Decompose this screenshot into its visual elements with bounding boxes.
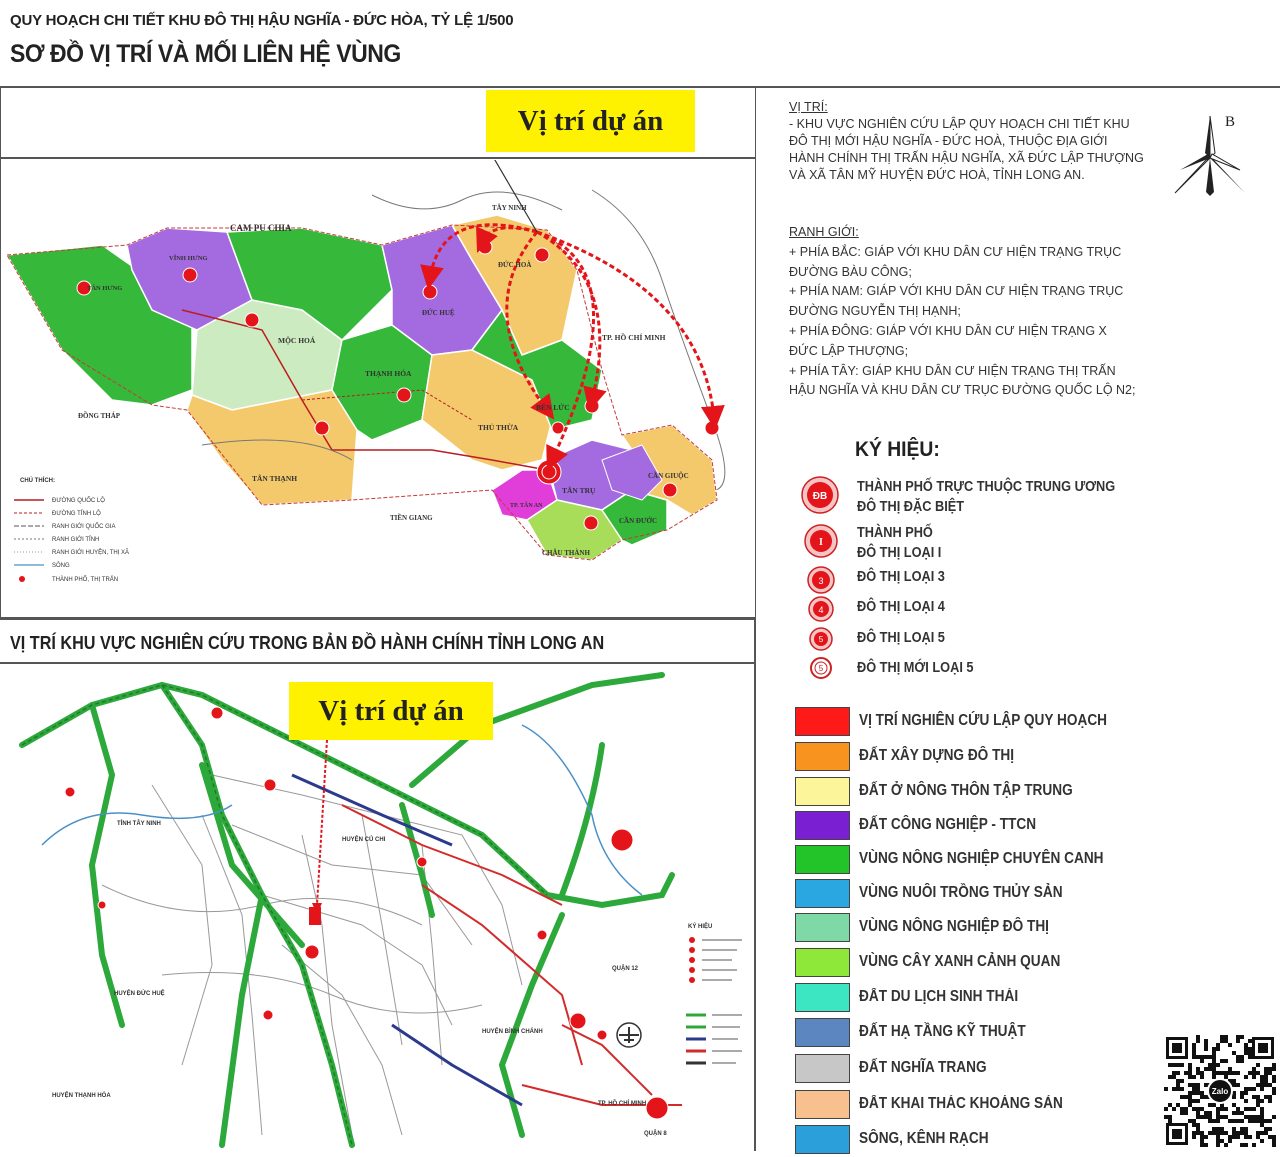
new-urban-class5-symbol-icon (809, 656, 833, 680)
legend-symbol-row (800, 565, 1120, 595)
svg-text:RANH GIỚI TỈNH: RANH GIỚI TỈNH (52, 537, 100, 543)
svg-text:TP. HỒ CHÍ MINH: TP. HỒ CHÍ MINH (598, 1101, 647, 1107)
legend-swatch (795, 811, 850, 840)
svg-text:QUẬN 12: QUẬN 12 (612, 966, 639, 972)
legend-swatch (795, 1090, 850, 1119)
legend-swatch-label: VÙNG NÔNG NGHIỆP ĐÔ THỊ (859, 918, 1049, 935)
legend-swatch-label: ĐẤT XÂY DỰNG ĐÔ THỊ (859, 747, 1015, 764)
legend-swatch-row (795, 1125, 1135, 1157)
regional-map (2, 160, 754, 615)
special-city-symbol-icon (800, 475, 840, 515)
legend-swatch-label: ĐẤT KHAI THÁC KHOÁNG SẢN (859, 1095, 1063, 1112)
ranh-gioi-heading: RANH GIỚI: (789, 225, 859, 239)
label-tien-giang: TIỀN GIANG (390, 514, 433, 522)
label-thanh-hoa: THẠNH HÓA (365, 369, 412, 378)
page-title: SƠ ĐỒ VỊ TRÍ VÀ MỐI LIÊN HỆ VÙNG (10, 40, 401, 68)
project-location-callout (486, 90, 695, 152)
legend-swatch-row (795, 1054, 1135, 1086)
svg-text:CHÚ THÍCH:: CHÚ THÍCH: (20, 478, 55, 484)
location-info (789, 99, 1149, 184)
vi-tri-line: - KHU VỰC NGHIÊN CỨU LẬP QUY HOẠCH CHI TIẾT KHU (789, 117, 1130, 131)
legend-swatch-row (795, 811, 1135, 843)
svg-text:Zalo: Zalo (1211, 1087, 1229, 1096)
vi-tri-heading: VỊ TRÍ: (789, 100, 828, 114)
legend-swatch (795, 948, 850, 977)
label-tan-tru: TÂN TRỤ (562, 486, 596, 495)
legend-swatch (795, 1125, 850, 1154)
svg-text:KÝ HIỆU: KÝ HIỆU (688, 924, 713, 930)
legend-title: KÝ HIỆU: (855, 438, 940, 461)
ranh-gioi-line: + PHÍA BẮC: GIÁP VỚI KHU DÂN CƯ HIỆN TRẠNG TRỤC (789, 244, 1122, 259)
legend-swatch (795, 742, 850, 771)
province-map-title: VỊ TRÍ KHU VỰC NGHIÊN CỨU TRONG BẢN ĐỒ HÀNH CHÍNH TỈNH LONG AN (10, 633, 605, 653)
svg-text:3: 3 (818, 576, 824, 586)
svg-text:ĐƯỜNG TỈNH LỘ: ĐƯỜNG TỈNH LỘ (52, 511, 101, 517)
svg-text:RANH GIỚI QUỐC GIA: RANH GIỚI QUỐC GIA (52, 524, 116, 530)
label-tan-hung: TÂN HƯNG (87, 285, 123, 292)
legend-swatch-label: ĐẤT HẠ TẦNG KỸ THUẬT (859, 1023, 1026, 1040)
ranh-gioi-line: ĐƯỜNG NGUYỄN THỊ HẠNH; (789, 304, 961, 319)
city-class1-symbol-icon (803, 523, 839, 559)
legend-swatch (795, 1018, 850, 1047)
svg-text:I: I (819, 537, 823, 548)
boundary-info (789, 223, 1149, 401)
legend-symbol-row (800, 475, 1120, 519)
province-map-top-rule (0, 662, 756, 664)
legend-swatch-row (795, 983, 1135, 1015)
legend-symbol-label: ĐÔ THỊ LOẠI 4 (857, 599, 945, 615)
north-label: B (1225, 114, 1236, 130)
legend-swatch-label: ĐẤT CÔNG NGHIỆP - TTCN (859, 816, 1037, 833)
qr-code[interactable] (1164, 1035, 1276, 1147)
project-location-callout-2 (289, 682, 493, 740)
region-tan-thanh (187, 390, 357, 505)
urban-class5-symbol-icon (808, 626, 834, 652)
section-divider (0, 618, 756, 620)
vi-tri-line: VÀ XÃ TÂN MỸ HUYỆN ĐỨC HOÀ, TỈNH LONG AN. (789, 168, 1085, 182)
legend-symbol-row (800, 626, 1120, 656)
ranh-gioi-line: + PHÍA ĐÔNG: GIÁP VỚI KHU DÂN CƯ HIỆN TRẠNG X (789, 323, 1107, 338)
legend-swatch-label: VÙNG CÂY XANH CẢNH QUAN (859, 953, 1061, 970)
legend-symbol-label: ĐÔ THỊ LOẠI 5 (857, 630, 945, 646)
ranh-gioi-line: + PHÍA TÂY: GIÁP KHU DÂN CƯ HIỆN TRẠNG THỊ TRẤN (789, 363, 1116, 378)
project-location-label: Vị trí dự án (517, 104, 664, 137)
label-dong-thap: ĐỒNG THÁP (78, 412, 121, 420)
regional-map-legend (14, 476, 129, 583)
label-duc-hue: ĐỨC HUỆ (422, 309, 455, 317)
label-tan-thanh: TÂN THẠNH (252, 474, 298, 483)
legend-swatch-label: VỊ TRÍ NGHIÊN CỨU LẬP QUY HOẠCH (859, 712, 1108, 729)
legend-swatch-label: VÙNG NÔNG NGHIỆP CHUYÊN CANH (859, 850, 1104, 867)
legend-swatch (795, 913, 850, 942)
ranh-gioi-line: + PHÍA NAM: GIÁP VỚI KHU DÂN CƯ HIỆN TRẠNG TRỤC (789, 284, 1124, 299)
legend-swatch (795, 777, 850, 806)
label-moc-hoa: MỘC HOÁ (278, 336, 316, 345)
svg-text:HUYỆN CỦ CHI: HUYỆN CỦ CHI (342, 837, 386, 843)
legend-swatch (795, 983, 850, 1012)
legend-symbol-label: ĐÔ THỊ MỚI LOẠI 5 (857, 660, 974, 676)
legend-swatch-row (795, 913, 1135, 945)
legend-symbol-row (800, 521, 1120, 565)
label-can-duoc: CẦN ĐƯỚC (619, 517, 658, 525)
urban-class4-symbol-icon (807, 595, 835, 623)
legend-swatch-row (795, 1090, 1135, 1122)
svg-text:ĐB: ĐB (812, 491, 828, 502)
svg-text:HUYỆN BÌNH CHÁNH: HUYỆN BÌNH CHÁNH (482, 1029, 543, 1035)
legend-symbol-row (800, 656, 1120, 686)
label-hcm: TP. HỒ CHÍ MINH (602, 333, 666, 342)
label-can-giuoc: CẦN GIUỘC (648, 472, 689, 480)
legend-symbol-label: THÀNH PHỐ ĐÔ THỊ LOẠI I (857, 525, 942, 561)
label-chau-thanh: CHÂU THÀNH (542, 549, 590, 557)
label-tay-ninh: TÂY NINH (492, 204, 527, 212)
svg-text:QUẬN 8: QUẬN 8 (644, 1131, 667, 1137)
legend-swatch-row (795, 845, 1135, 877)
legend-symbol-label: ĐÔ THỊ LOẠI 3 (857, 569, 945, 585)
svg-text:4: 4 (818, 605, 824, 615)
legend-swatch-row (795, 707, 1135, 739)
vi-tri-line: HÀNH CHÍNH THỊ TRẤN HẬU NGHĨA, XÃ ĐỨC LẬP THƯỢNG (789, 151, 1144, 165)
legend-swatch-row (795, 948, 1135, 980)
svg-text:5: 5 (818, 635, 824, 644)
legend-swatch (795, 879, 850, 908)
svg-text:ĐƯỜNG QUỐC LỘ: ĐƯỜNG QUỐC LỘ (52, 498, 105, 504)
label-cambodia: CAM PU CHIA (230, 223, 292, 233)
legend-swatch-label: ĐẤT NGHĨA TRANG (859, 1059, 987, 1076)
legend-swatch (795, 845, 850, 874)
label-tan-an: TP. TÂN AN (510, 503, 543, 509)
legend-symbol-label: THÀNH PHỐ TRỰC THUỘC TRUNG ƯƠNG ĐÔ THỊ ĐẶC BIỆT (857, 479, 1116, 515)
legend-symbol-row (800, 595, 1120, 625)
legend-swatch (795, 1054, 850, 1083)
project-location-label-2: Vị trí dự án (318, 694, 464, 727)
province-map-legend (686, 922, 742, 1063)
regional-map-top-rule (0, 157, 756, 159)
ranh-gioi-line: HẬU NGHĨA VÀ KHU DÂN CƯ TRỤC ĐƯỜNG QUỐC LỘ N2; (789, 383, 1136, 398)
legend-swatch-label: ĐẤT Ở NÔNG THÔN TẬP TRUNG (859, 782, 1073, 799)
legend-swatch-label: SÔNG, KÊNH RẠCH (859, 1130, 989, 1147)
svg-text:THÀNH PHỐ, THỊ TRẤN: THÀNH PHỐ, THỊ TRẤN (52, 577, 119, 583)
province-map-right-rule (754, 618, 756, 1151)
svg-text:HUYỆN THẠNH HÓA: HUYỆN THẠNH HÓA (52, 1093, 111, 1099)
label-duc-hoa: ĐỨC HOÀ (498, 261, 532, 269)
ranh-gioi-line: ĐƯỜNG BÀU CÔNG; (789, 264, 912, 279)
svg-text:TỈNH TÂY NINH: TỈNH TÂY NINH (117, 821, 161, 827)
north-arrow-icon (1170, 108, 1250, 198)
svg-text:RANH GIỚI HUYỆN, THỊ XÃ: RANH GIỚI HUYỆN, THỊ XÃ (52, 550, 130, 556)
ranh-gioi-line: ĐỨC LẬP THƯỢNG; (789, 343, 909, 358)
vi-tri-line: ĐÔ THỊ MỚI HẬU NGHĨA - ĐỨC HOÀ, THUỘC ĐỊA GIỚI (789, 134, 1108, 148)
legend-swatch-row (795, 1018, 1135, 1050)
plan-subtitle: QUY HOẠCH CHI TIẾT KHU ĐÔ THỊ HẬU NGHĨA - ĐỨC HÒA, TỶ LỆ 1/500 (10, 12, 514, 29)
legend-swatch-label: VÙNG NUÔI TRỒNG THỦY SẢN (859, 884, 1063, 901)
legend-swatch-row (795, 879, 1135, 911)
legend-swatch (795, 707, 850, 736)
label-thu-thua: THỦ THỪA (478, 423, 519, 432)
svg-text:5: 5 (818, 664, 824, 673)
project-marker (309, 907, 321, 925)
label-vinh-hung: VĨNH HƯNG (169, 255, 208, 262)
urban-class3-symbol-icon (806, 565, 836, 595)
legend-swatch-row (795, 742, 1135, 774)
svg-text:SÔNG: SÔNG (52, 563, 70, 569)
svg-text:HUYỆN ĐỨC HUỆ: HUYỆN ĐỨC HUỆ (114, 991, 165, 997)
legend-swatch-label: ĐẤT DU LỊCH SINH THÁI (859, 988, 1019, 1005)
legend-swatch-row (795, 777, 1135, 809)
label-ben-luc: BẾN LỨC (536, 403, 570, 412)
